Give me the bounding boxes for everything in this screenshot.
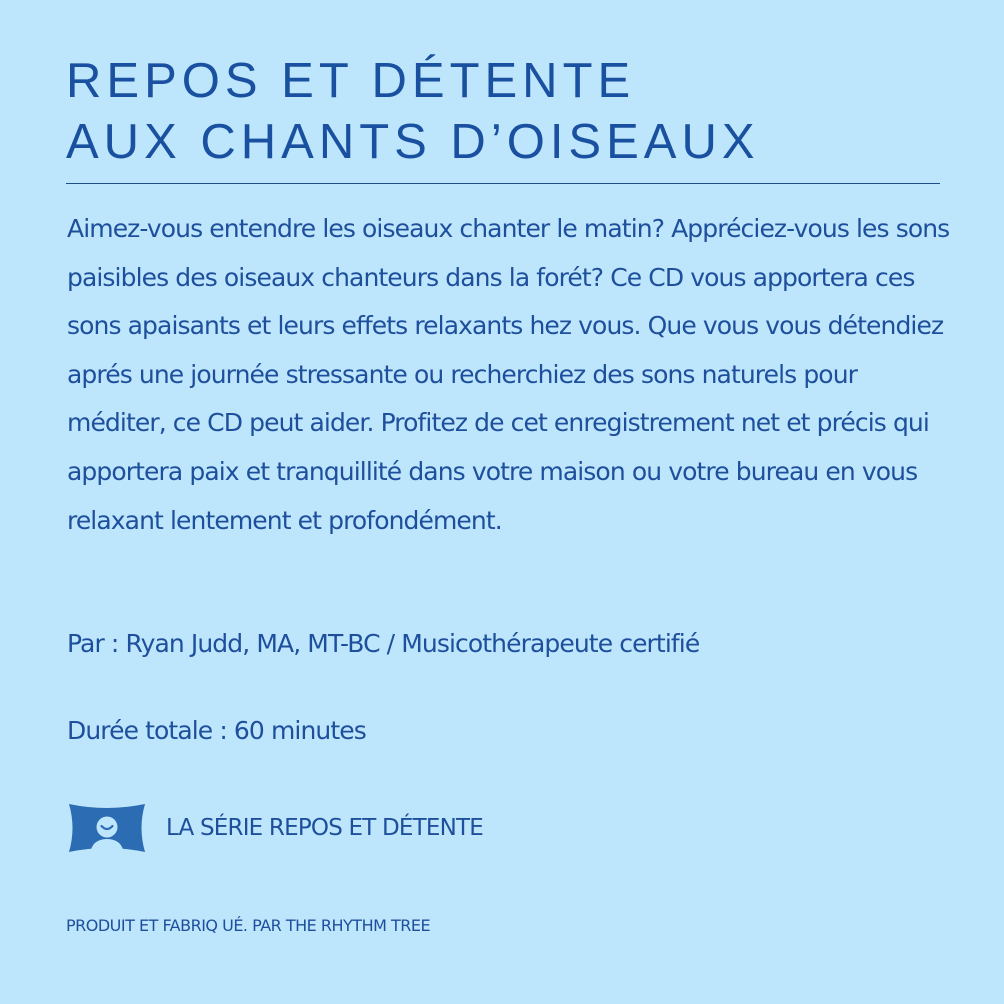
title-line-2: AUX CHANTS D’OISEAUX [66,115,760,169]
pillow-smile-icon [68,802,146,854]
manufacturer-credit: PRODUIT ET FABRIQ UÉ. PAR THE RHYTHM TREE [66,916,431,935]
description-paragraph: Aimez-vous entendre les oiseaux chanter le matin? Appréciez-vous les sons paisibles des oiseaux chanteurs dans la forét? Ce CD vous apportera ces sons apaisants et leurs effets relaxants hez vous. Que vous vous détendiez aprés une journée stressante ou recherchiez des sons naturels pour méditer, ce CD peut aider. Profitez de cet enregistrement net et précis qui apportera paix et tranquillité dans votre maison ou votre bureau en vous relaxant lentement et profondément. [67,214,950,535]
series-label: LA SÉRIE REPOS ET DÉTENTE [166,815,484,841]
total-duration: Durée totale : 60 minutes [67,716,366,745]
title-divider [66,183,940,184]
author-credit: Par : Ryan Judd, MA, MT-BC / Musicothérapeute certifié [67,629,700,658]
title-line-1: REPOS ET DÉTENTE [66,54,636,108]
